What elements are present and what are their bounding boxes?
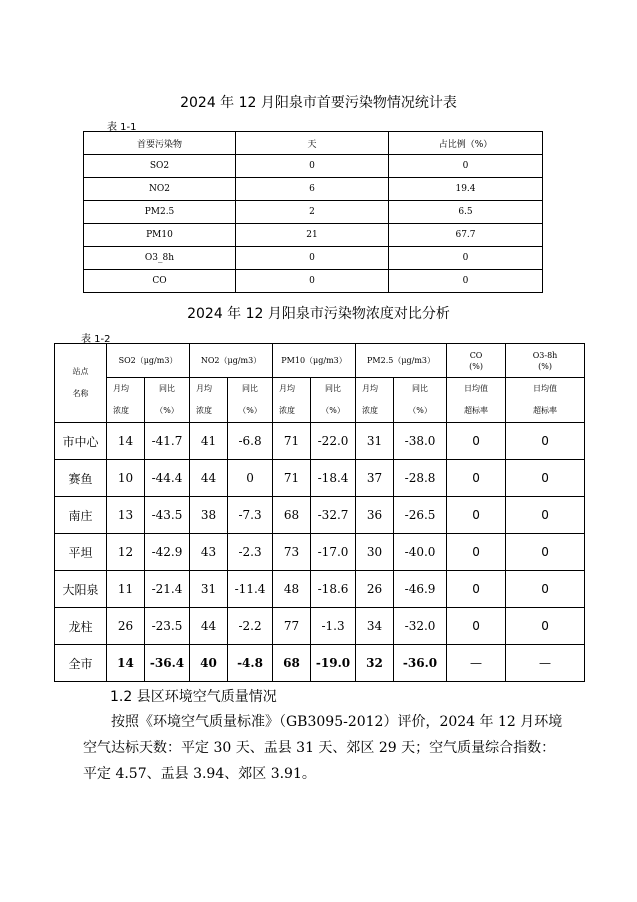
o3-rate: 0 [506,460,585,497]
days-cell: 21 [236,224,389,247]
pollutant-cell: CO [84,270,236,293]
table-header-row [55,344,585,378]
ratio-cell: 19.4 [389,178,543,201]
ratio-cell: 67.7 [389,224,543,247]
no2-yoy: 0 [228,460,273,497]
subheader-cell: 月均 浓度 [356,378,394,423]
days-cell: 2 [236,201,389,224]
ratio-cell: 0 [389,270,543,293]
no2-yoy: -7.3 [228,497,273,534]
so2-value: 13 [107,497,145,534]
table-subheader-row [55,378,585,423]
table-row [55,423,585,460]
pm25-yoy: -28.8 [394,460,447,497]
pm10-yoy: -22.0 [311,423,356,460]
table-row [84,178,543,201]
pm25-yoy: -38.0 [394,423,447,460]
so2-yoy: -36.4 [145,645,190,682]
station-name: 大阳泉 [55,571,107,608]
pm10-yoy: -19.0 [311,645,356,682]
co-rate: 0 [447,534,506,571]
body-paragraph: 按照《环境空气质量标准》（GB3095-2012）评价，2024 年 12 月环境空气达标天数：平定 30 天、盂县 31 天、郊区 29 天；空气质量综合指数：平定 4.57、盂县 3.94、郊区 3.91。 [83,714,563,782]
table-row [55,497,585,534]
subheader-cell: 同比 （%） [311,378,356,423]
no2-yoy: -2.3 [228,534,273,571]
ratio-cell: 0 [389,155,543,178]
co-rate: — [447,645,506,682]
table2-caption: 表 1-2 [81,334,111,345]
so2-value: 26 [107,608,145,645]
station-name: 龙柱 [55,608,107,645]
no2-yoy: -6.8 [228,423,273,460]
header-days: 天 [236,132,389,155]
no2-value: 40 [190,645,228,682]
header-o3: O3-8h (%) [506,344,585,378]
pollutant-cell: PM2.5 [84,201,236,224]
pm25-yoy: -36.0 [394,645,447,682]
co-rate: 0 [447,608,506,645]
pm25-value: 36 [356,497,394,534]
header-so2: SO2（μg/m3） [107,344,190,378]
days-cell: 6 [236,178,389,201]
no2-value: 31 [190,571,228,608]
header-ratio: 占比例（%） [389,132,543,155]
so2-value: 14 [107,645,145,682]
o3-rate: 0 [506,571,585,608]
table1-title: 2024 年 12 月阳泉市首要污染物情况统计表 [180,95,457,111]
header-co: CO (%) [447,344,506,378]
no2-value: 41 [190,423,228,460]
pm10-yoy: -17.0 [311,534,356,571]
no2-yoy: -11.4 [228,571,273,608]
pollutant-cell: SO2 [84,155,236,178]
o3-rate: — [506,645,585,682]
so2-yoy: -21.4 [145,571,190,608]
pollutant-cell: NO2 [84,178,236,201]
header-station: 站点 名称 [55,344,107,423]
o3-rate: 0 [506,497,585,534]
co-rate: 0 [447,497,506,534]
so2-value: 10 [107,460,145,497]
pm25-yoy: -40.0 [394,534,447,571]
no2-value: 44 [190,460,228,497]
pm10-yoy: -18.6 [311,571,356,608]
subheader-cell: 日均值 超标率 [506,378,585,423]
days-cell: 0 [236,270,389,293]
so2-value: 14 [107,423,145,460]
pollutant-cell: PM10 [84,224,236,247]
table-row [55,571,585,608]
subheader-cell: 月均 浓度 [107,378,145,423]
subheader-cell: 同比 （%） [145,378,190,423]
header-pm10: PM10（μg/m3） [273,344,356,378]
so2-yoy: -43.5 [145,497,190,534]
header-no2: NO2（μg/m3） [190,344,273,378]
table-row [84,247,543,270]
station-name: 市中心 [55,423,107,460]
pm25-value: 37 [356,460,394,497]
pm25-value: 26 [356,571,394,608]
pm10-yoy: -32.7 [311,497,356,534]
o3-rate: 0 [506,534,585,571]
pm10-value: 48 [273,571,311,608]
co-rate: 0 [447,571,506,608]
o3-rate: 0 [506,423,585,460]
so2-yoy: -44.4 [145,460,190,497]
no2-value: 44 [190,608,228,645]
no2-value: 38 [190,497,228,534]
pm25-value: 30 [356,534,394,571]
primary-pollutant-table [83,131,543,293]
pollutant-comparison-table [54,343,585,682]
pm25-yoy: -46.9 [394,571,447,608]
o3-rate: 0 [506,608,585,645]
ratio-cell: 6.5 [389,201,543,224]
no2-value: 43 [190,534,228,571]
pm10-value: 71 [273,460,311,497]
days-cell: 0 [236,155,389,178]
pm10-value: 71 [273,423,311,460]
so2-yoy: -23.5 [145,608,190,645]
co-rate: 0 [447,460,506,497]
pm25-yoy: -32.0 [394,608,447,645]
table2-title: 2024 年 12 月阳泉市污染物浓度对比分析 [187,306,450,322]
station-name: 平坦 [55,534,107,571]
table-row [55,460,585,497]
subheader-cell: 月均 浓度 [273,378,311,423]
so2-value: 11 [107,571,145,608]
pm25-value: 32 [356,645,394,682]
days-cell: 0 [236,247,389,270]
header-pm25: PM2.5（μg/m3） [356,344,447,378]
pollutant-cell: O3_8h [84,247,236,270]
table-row [55,608,585,645]
station-name: 赛鱼 [55,460,107,497]
header-pollutant: 首要污染物 [84,132,236,155]
table-row [84,155,543,178]
ratio-cell: 0 [389,247,543,270]
table-row [84,201,543,224]
subheader-cell: 同比 （%） [228,378,273,423]
pm25-value: 34 [356,608,394,645]
table-row [84,224,543,247]
no2-yoy: -4.8 [228,645,273,682]
subheader-cell: 日均值 超标率 [447,378,506,423]
subheader-cell: 同比 （%） [394,378,447,423]
so2-yoy: -41.7 [145,423,190,460]
table-row [55,534,585,571]
so2-value: 12 [107,534,145,571]
pm10-yoy: -1.3 [311,608,356,645]
station-name: 南庄 [55,497,107,534]
table-total-row [55,645,585,682]
co-rate: 0 [447,423,506,460]
pm10-value: 77 [273,608,311,645]
pm10-yoy: -18.4 [311,460,356,497]
so2-yoy: -42.9 [145,534,190,571]
pm10-value: 68 [273,497,311,534]
no2-yoy: -2.2 [228,608,273,645]
pm10-value: 73 [273,534,311,571]
section-heading: 1.2 县区环境空气质量情况 [110,689,277,705]
table-row [84,270,543,293]
station-name: 全市 [55,645,107,682]
table-header-row [84,132,543,155]
subheader-cell: 月均 浓度 [190,378,228,423]
pm25-value: 31 [356,423,394,460]
pm10-value: 68 [273,645,311,682]
table1-caption: 表 1-1 [107,122,137,133]
pm25-yoy: -26.5 [394,497,447,534]
